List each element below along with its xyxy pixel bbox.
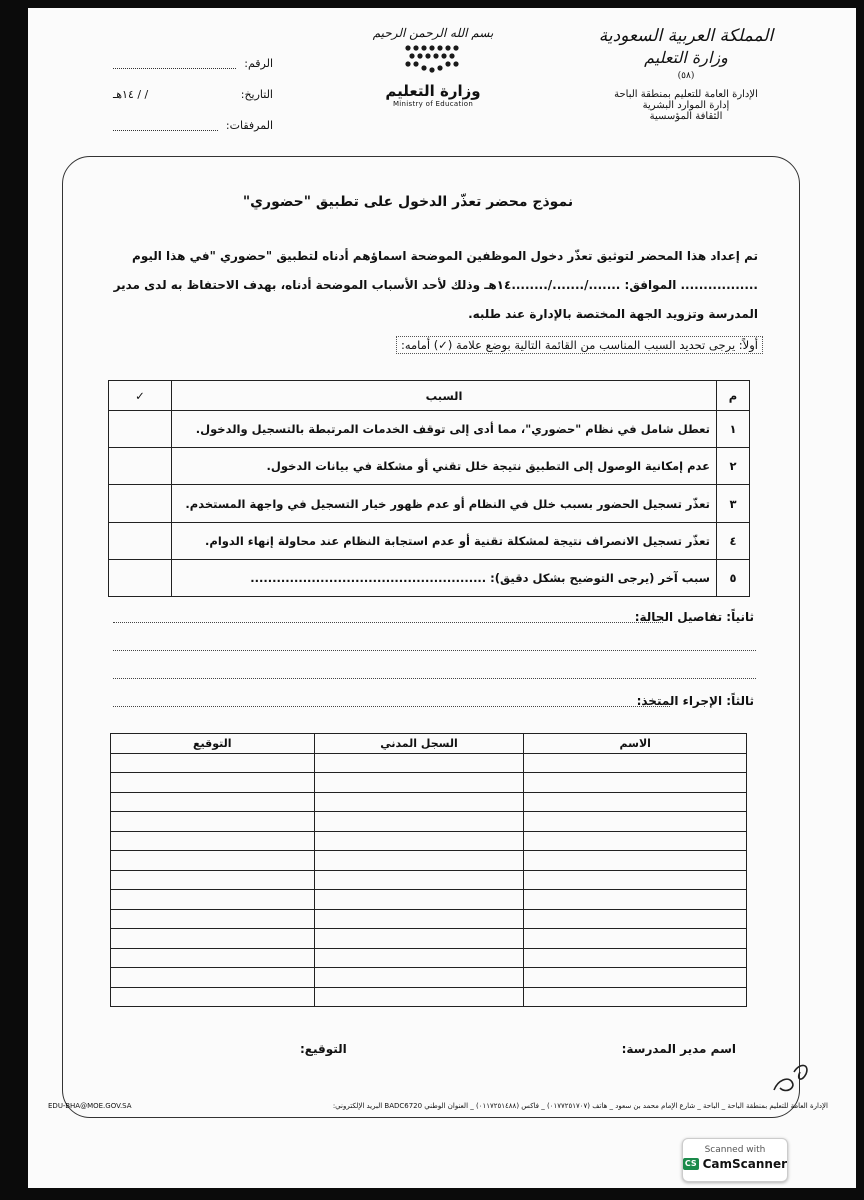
principal-signature-label: التوقيع: [300,1042,347,1056]
row-check-box[interactable] [109,411,172,448]
date-field[interactable]: / / ١٤هـ [113,88,149,101]
table-row [111,929,747,949]
table-row [111,968,747,988]
ministry-name-ar: وزارة التعليم [385,82,481,100]
signature-cell[interactable] [111,890,315,910]
table-row [111,753,747,773]
signature-cell[interactable] [111,870,315,890]
civil-cell[interactable] [314,812,524,832]
signature-cell[interactable] [111,929,315,949]
case-details-line[interactable] [113,678,756,679]
table-row [111,948,747,968]
header-civil-record: السجل المدني [314,734,524,754]
ministry-calligraphy: وزارة التعليم [644,48,728,67]
row-check-box[interactable] [109,485,172,523]
department-general: الإدارة العامة للتعليم بمنطقة الباحة [614,89,758,100]
reasons-table [108,380,750,597]
name-cell[interactable] [524,773,747,793]
signature-cell[interactable] [111,753,315,773]
date-label: التاريخ: [240,88,273,101]
row-check-box[interactable] [109,560,172,597]
attachments-label: المرفقات: [225,119,273,132]
row-num: ٥ [717,560,750,597]
signature-cell[interactable] [111,948,315,968]
civil-cell[interactable] [314,851,524,871]
name-cell[interactable] [524,753,747,773]
table-row [111,831,747,851]
civil-cell[interactable] [314,909,524,929]
form-code: (٥٨) [677,71,695,81]
scanned-with-label: Scanned with [704,1145,766,1155]
footer-address: الإدارة العامة للتعليم بمنطقة الباحة _ الباحة _ شارع الإمام محمد بن سعود _ هاتف (٠١٧٧٢٥١٧٠٧) _ فاكس (٠١١٧٢٥١٤٨٨) _ العنوان الوطني BADC6720 البريد الإلكتروني: [332,1102,828,1110]
table-row [111,792,747,812]
signature-cell[interactable] [111,831,315,851]
header-signature: التوقيع [111,734,315,754]
camscanner-name [683,1157,787,1171]
camscanner-logo-icon: CS [684,1159,697,1168]
row-check-box[interactable] [109,523,172,560]
signature-cell[interactable] [111,812,315,832]
row-num: ٢ [717,448,750,485]
case-details-line[interactable] [113,650,756,651]
action-taken-line[interactable] [113,706,670,707]
row-num: ٣ [717,485,750,523]
name-cell[interactable] [524,909,747,929]
department-hr: إدارة الموارد البشرية [642,100,730,111]
department-culture: الثقافة المؤسسية [649,111,723,122]
civil-cell[interactable] [314,929,524,949]
signature-cell[interactable] [111,909,315,929]
intro-line: ................. الموافق: ......./......./........١٤هـ وذلك لأحد الأسباب الموضحة أدناه، بهدف الاحتفاظ به لدى مدير [113,278,758,292]
table-row [109,448,750,485]
civil-cell[interactable] [314,890,524,910]
table-row [111,890,747,910]
civil-cell[interactable] [314,870,524,890]
signature-cell[interactable] [111,792,315,812]
table-row [111,812,747,832]
intro-paragraph [108,242,758,329]
name-cell[interactable] [524,831,747,851]
name-cell[interactable] [524,792,747,812]
table-row [111,909,747,929]
employees-table [110,733,747,1007]
civil-cell[interactable] [314,968,524,988]
case-details-line[interactable] [113,622,663,623]
table-row [111,851,747,871]
camscanner-label: CamScanner [702,1157,787,1171]
row-reason: تعذّر تسجيل الحضور بسبب خلل في النظام أو عدم ظهور خيار التسجيل في واجهة المستخدم. [172,485,717,523]
table-row [111,773,747,793]
table-row [109,485,750,523]
row-reason: تعطل شامل في نظام "حضوري"، مما أدى إلى توقف الخدمات المرتبطة بالتسجيل والدخول. [172,411,717,448]
camscanner-badge [682,1138,788,1182]
attachments-field[interactable] [113,120,218,131]
row-num: ١ [717,411,750,448]
attachments-row [113,110,273,141]
civil-cell[interactable] [314,753,524,773]
table-row [111,987,747,1007]
row-check-box[interactable] [109,448,172,485]
footer-email[interactable]: EDU-BHA@MOE.GOV.SA [48,1102,132,1110]
header-reason: السبب [172,381,717,411]
intro-line: المدرسة وتزويد الجهة المختصة بالإدارة عند طلبه. [468,307,758,321]
civil-cell[interactable] [314,792,524,812]
header-name: الاسم [524,734,747,754]
page-footer [48,1102,828,1110]
name-cell[interactable] [524,929,747,949]
ministry-name-en: Ministry of Education [392,100,474,108]
section-one-heading: أولاً: يرجى تحديد السبب المناسب من القائمة التالية بوضع علامة (✓) أمامه: [308,338,763,352]
section-two-heading: ثانياً: تفاصيل الحالة: [634,610,754,624]
section-three-heading: ثالثاً: الإجراء المتخذ: [636,694,754,708]
meta-fields [113,48,273,141]
table-row [111,870,747,890]
row-reason: تعذّر تسجيل الانصراف نتيجة لمشكلة تقنية أو عدم استجابة النظام عند محاولة إنهاء الدوام. [172,523,717,560]
table-header-row [109,381,750,411]
signature-cell[interactable] [111,987,315,1007]
ministry-logo-block [363,26,503,108]
form-title: نموذج محضر تعذّر الدخول على تطبيق "حضوري" [242,194,574,210]
civil-cell[interactable] [314,987,524,1007]
name-cell[interactable] [524,948,747,968]
row-reason: سبب آخر (يرجى التوضيح بشكل دقيق): ...................................................... [172,560,717,597]
row-num: ٤ [717,523,750,560]
intro-line: تم إعداد هذا المحضر لتوثيق تعذّر دخول الموظفين الموضحة اسماؤهم أدناه لتطبيق "حضوري "في هذا اليوم [132,249,758,263]
civil-cell[interactable] [314,948,524,968]
civil-cell[interactable] [314,831,524,851]
number-label: الرقم: [244,57,273,70]
names-header-row [111,734,747,754]
number-field[interactable] [113,58,236,69]
table-row [109,523,750,560]
name-cell[interactable] [524,968,747,988]
signature-cell[interactable] [111,851,315,871]
name-cell[interactable] [524,851,747,871]
basmala: بسم الله الرحمن الرحيم [372,26,494,40]
date-row [113,79,273,110]
signature-cell[interactable] [111,773,315,793]
kingdom-header [596,26,776,122]
number-row [113,48,273,79]
table-row [109,411,750,448]
document-page [28,8,856,1188]
kingdom-name: المملكة العربية السعودية [598,26,774,46]
signature-cell[interactable] [111,968,315,988]
handwritten-signature [766,1050,816,1098]
row-reason: عدم إمكانية الوصول إلى التطبيق نتيجة خلل تقني أو مشكلة في بيانات الدخول. [172,448,717,485]
table-row [109,560,750,597]
name-cell[interactable] [524,870,747,890]
ministry-logo-icon [398,40,468,76]
header-check: ✓ [109,381,172,411]
name-cell[interactable] [524,890,747,910]
header-num: م [717,381,750,411]
name-cell[interactable] [524,812,747,832]
name-cell[interactable] [524,987,747,1007]
civil-cell[interactable] [314,773,524,793]
principal-name-label: اسم مدير المدرسة: [621,1042,736,1056]
